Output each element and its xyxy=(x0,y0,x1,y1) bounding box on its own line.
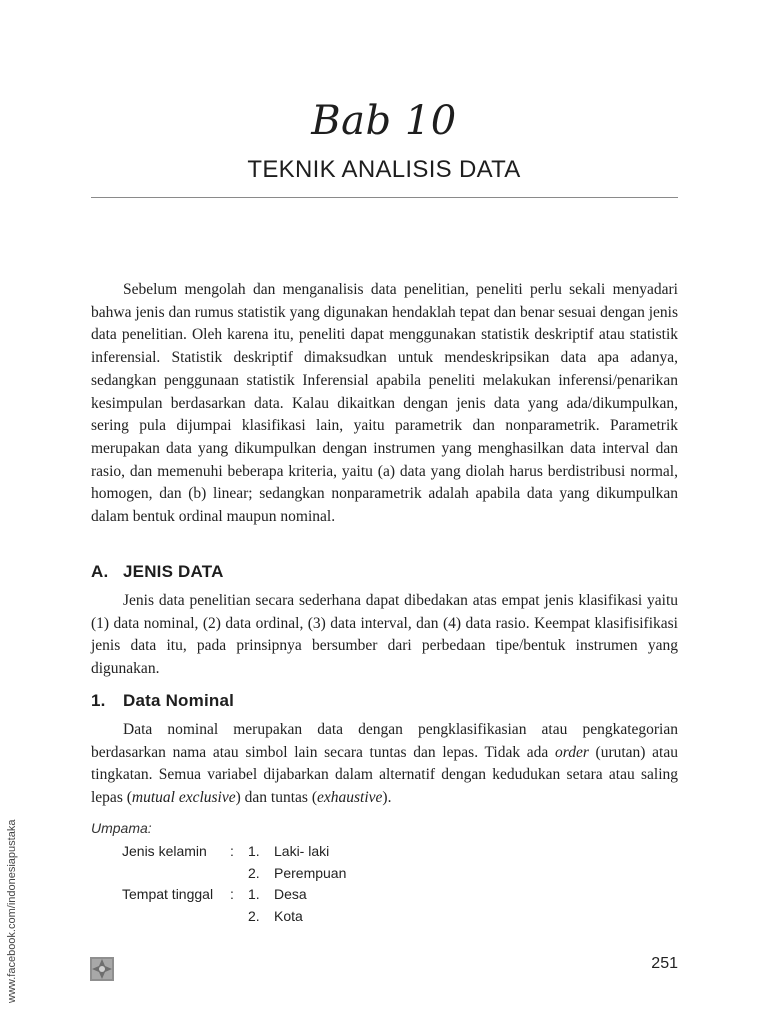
section-a-paragraph xyxy=(91,590,678,681)
list-item xyxy=(122,865,422,887)
row-number: 2. xyxy=(248,864,260,881)
section-1-text-part3: ) dan tuntas ( xyxy=(235,789,317,807)
page-number: 251 xyxy=(651,955,678,972)
chapter-label: Bab 10 xyxy=(311,98,457,144)
row-value: Kota xyxy=(274,907,303,924)
list-item xyxy=(122,886,422,908)
row-number: 2. xyxy=(248,907,260,924)
row-value: Laki- laki xyxy=(274,843,330,859)
title-divider xyxy=(91,197,678,198)
list-item xyxy=(122,908,422,930)
row-value: Perempuan xyxy=(274,864,347,881)
section-a-heading xyxy=(91,562,224,582)
row-colon: : xyxy=(230,886,234,902)
term-exhaustive: exhaustive xyxy=(316,789,383,807)
section-1-paragraph xyxy=(91,719,678,810)
term-order: order xyxy=(554,743,589,761)
section-1-text-part4: ). xyxy=(382,789,392,807)
row-label: Jenis kelamin xyxy=(122,843,207,859)
section-a-title: JENIS DATA xyxy=(123,562,224,581)
row-colon: : xyxy=(230,843,234,859)
list-item xyxy=(122,843,422,865)
section-1-text-part2: (urutan) atau tingkatan. Semua variabel dijabarkan dalam alternatif dengan kedudukan setara atau saling lepas ( xyxy=(91,743,678,807)
row-number: 1. xyxy=(248,886,260,902)
watermark-link[interactable]: www.facebook.com/indonesiapustaka xyxy=(6,819,18,1003)
section-a-number: A. xyxy=(91,562,109,581)
intro-text: Sebelum mengolah dan menganalisis data penelitian, peneliti perlu sekali menyadari bahwa jenis dan rumus statistik yang digunakan hendaklah tepat dan benar sesuai dengan jenis data penelitian. Oleh karena itu, peneliti dapat menggunakan statistik deskriptif atau statistik inferensial. Statistik deskriptif dimaksudkan untuk mendeskripsikan data apa adanya, sedangkan penggunaan statistik Inferensial apabila peneliti melakukan inferensi/penarikan kesimpulan berdasarkan data. Kalau dikaitkan dengan jenis data yang ada/dikumpulkan, sering pula dijumpai klasifikasi lain, yaitu parametrik dan nonparametrik. Parametrik merupakan data yang dikumpulkan dengan instrumen yang menghasilkan data interval dan rasio, dan memenuhi beberapa kriteria, yaitu (a) data yang diolah harus berdistribusi normal, homogen, dan (b) linear; sedangkan nonparametrik adalah apabila data yang dikumpulkan dalam bentuk ordinal maupun nominal. xyxy=(91,281,678,526)
term-mutual-exclusive: mutual exclusive xyxy=(131,789,236,807)
example-label: Umpama: xyxy=(91,820,152,836)
intro-paragraph xyxy=(91,279,678,529)
publisher-logo-icon xyxy=(90,957,114,981)
section-1-number: 1. xyxy=(91,691,106,710)
chapter-title: TEKNIK ANALISIS DATA xyxy=(247,156,521,183)
row-value: Desa xyxy=(274,886,307,902)
row-number: 1. xyxy=(248,843,260,859)
example-list xyxy=(122,843,422,929)
section-1-text-part1: Data nominal merupakan data dengan pengklasifikasian atau pengkategorian berdasarkan nama atau simbol lain secara tuntas dan lepas. Tidak ada xyxy=(91,721,678,761)
section-a-text: Jenis data penelitian secara sederhana dapat dibedakan atas empat jenis klasifikasi yaitu (1) data nominal, (2) data ordinal, (3) data interval, dan (4) data rasio. Keempat klasifisifikasi jenis data itu, pada prinsipnya bersumber dari perbedaan tipe/bentuk instrumen yang digunakan. xyxy=(91,592,678,678)
section-1-title: Data Nominal xyxy=(123,691,235,710)
row-label: Tempat tinggal xyxy=(122,886,214,902)
section-1-heading xyxy=(91,691,234,711)
